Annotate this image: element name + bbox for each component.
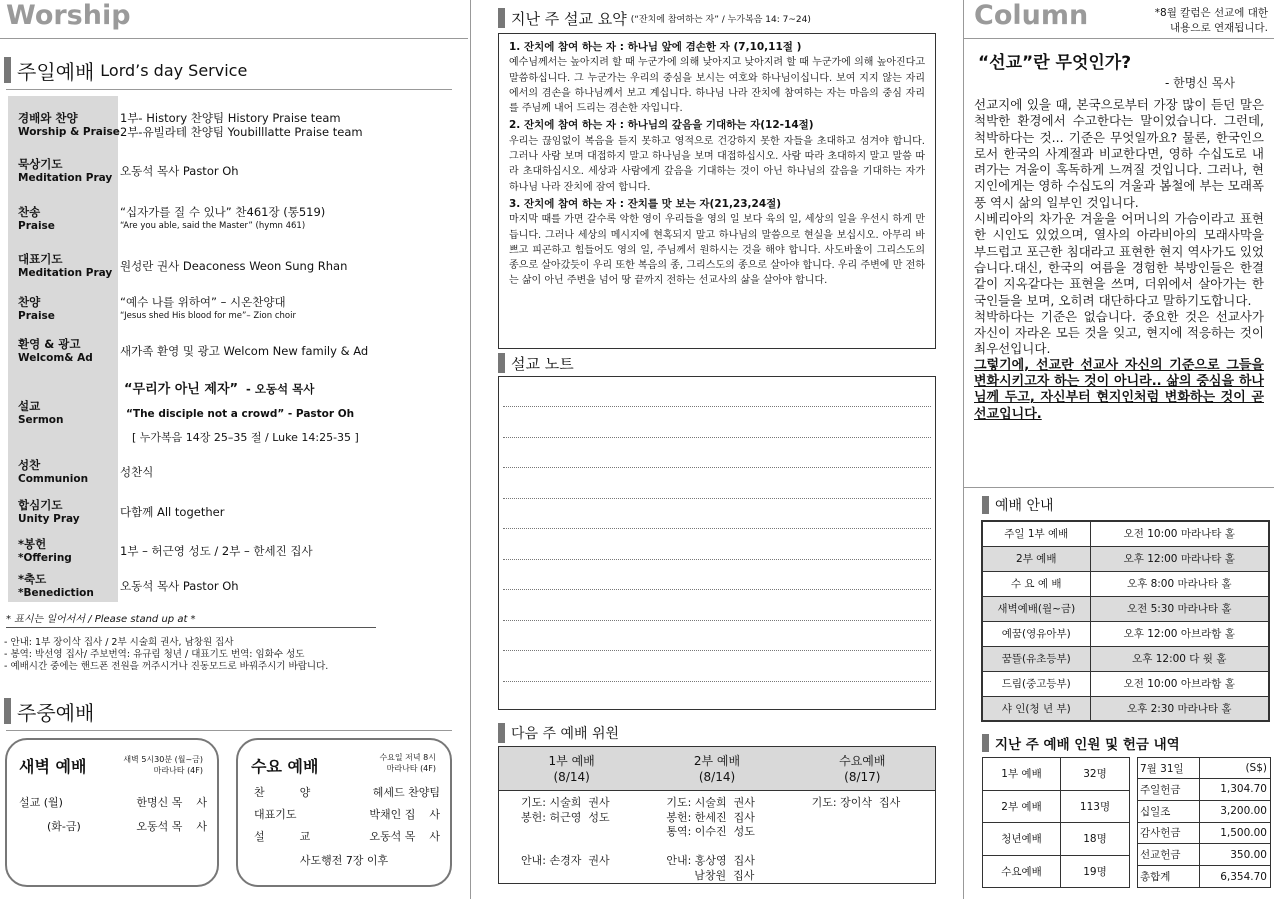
order-row bbox=[8, 196, 458, 242]
dawn-row-value: 한명신 목 사 bbox=[136, 796, 207, 809]
sunday-title-kr: 주일예배 bbox=[17, 59, 95, 84]
next-week-service: 2부 예배 bbox=[693, 754, 741, 768]
order-row bbox=[8, 570, 458, 602]
note-line bbox=[503, 620, 931, 621]
next-week-line bbox=[521, 825, 644, 840]
column-author: - 한명신 목사 bbox=[1165, 76, 1235, 90]
order-row bbox=[8, 492, 458, 532]
order-value bbox=[120, 452, 456, 492]
section-bar bbox=[498, 8, 505, 28]
order-value-line: “십자가를 질 수 있나” 찬461장 (통519) bbox=[120, 205, 326, 219]
order-value bbox=[120, 570, 456, 602]
order-value-line: 성찬식 bbox=[120, 465, 154, 479]
next-week-line: 봉헌: 한세진 집사 bbox=[666, 810, 755, 824]
order-value bbox=[120, 492, 456, 532]
column-divider-right bbox=[963, 0, 964, 899]
order-value-line: “Jesus shed His blood for me”– Zion choir bbox=[120, 311, 296, 321]
order-row bbox=[8, 532, 458, 570]
column-header-rule bbox=[964, 38, 1274, 39]
column-header-note: *8월 칼럼은 선교에 대한 내용으로 연재됩니다. bbox=[1154, 7, 1268, 34]
next-week-line: 안내: 홍상영 집사 bbox=[666, 854, 755, 867]
column-divider-left bbox=[470, 0, 471, 899]
order-row bbox=[8, 244, 458, 288]
order-row bbox=[8, 330, 458, 372]
service-row bbox=[982, 671, 1269, 696]
order-label-kr: 합심기도 bbox=[18, 498, 63, 512]
order-row bbox=[8, 102, 458, 148]
attendance-table bbox=[982, 757, 1130, 888]
order-label-en: Meditation Pray bbox=[18, 172, 113, 184]
sermon-preacher: - 오동석 목사 bbox=[246, 381, 315, 396]
service-guide-title: 예배 안내 bbox=[995, 498, 1054, 514]
column-body-rule bbox=[964, 487, 1274, 488]
note-line bbox=[503, 528, 931, 529]
offering-date: 7월 31일 bbox=[1138, 758, 1200, 779]
wed-row bbox=[254, 828, 440, 850]
weekday-rule bbox=[6, 730, 452, 731]
service-time: 오전 10:00 아브라함 홀 bbox=[1090, 671, 1269, 696]
order-label bbox=[18, 330, 93, 372]
next-week-line: 통역: 이수진 성도 bbox=[666, 825, 755, 838]
order-label bbox=[18, 452, 88, 492]
next-week-column bbox=[644, 747, 789, 883]
order-label-en: *Offering bbox=[18, 552, 72, 564]
next-week-line: 기도: 시술희 권사 bbox=[666, 796, 755, 809]
order-label-kr: *봉헌 bbox=[18, 537, 47, 551]
service-name: 수 요 예 배 bbox=[982, 571, 1090, 596]
order-of-service bbox=[8, 96, 458, 602]
next-week-line bbox=[521, 840, 644, 855]
service-name: 드림(중고등부) bbox=[982, 671, 1090, 696]
attendance-title-row bbox=[982, 732, 1180, 754]
service-name: 꿈뜰(유초등부) bbox=[982, 646, 1090, 671]
service-row bbox=[982, 596, 1269, 621]
service-row bbox=[982, 521, 1269, 546]
worship-header: Worship bbox=[6, 0, 131, 31]
service-name: 예꿈(영유아부) bbox=[982, 621, 1090, 646]
service-row bbox=[982, 546, 1269, 571]
service-row bbox=[982, 621, 1269, 646]
order-label bbox=[18, 492, 80, 532]
summary-point-heading: 1. 잔치에 참여 하는 자 : 하나님 앞에 겸손한 자 (7,10,11절 ) bbox=[509, 41, 802, 53]
order-label-kr: 경배와 찬양 bbox=[18, 111, 78, 125]
offering-amount: 1,500.00 bbox=[1200, 822, 1271, 844]
wed-row bbox=[254, 784, 440, 806]
order-value bbox=[120, 374, 456, 452]
attendance-count: 19명 bbox=[1061, 855, 1130, 888]
offering-amount: 6,354.70 bbox=[1200, 866, 1271, 888]
order-row bbox=[8, 374, 458, 452]
order-value-line: 오동석 목사 Pastor Oh bbox=[120, 579, 239, 593]
wed-row-value: 오동석 목 사 bbox=[369, 830, 440, 843]
service-row bbox=[982, 696, 1269, 721]
order-value bbox=[120, 148, 456, 194]
service-time: 오후 12:00 다 윗 홀 bbox=[1090, 646, 1269, 671]
offering-head-row bbox=[1138, 758, 1271, 779]
sermon-title-en: “The disciple not a crowd” - Pastor Oh bbox=[126, 407, 355, 420]
order-value bbox=[120, 244, 456, 288]
offering-row bbox=[1138, 866, 1271, 888]
notes-title-row bbox=[498, 352, 574, 374]
dawn-time: 새벽 5시30분 (월~금) 마라나타 (4F) bbox=[123, 755, 203, 775]
weekday-service-title bbox=[4, 697, 94, 725]
order-label-kr: 환영 & 광고 bbox=[18, 337, 81, 351]
next-week-line: 봉헌: 허근영 성도 bbox=[521, 810, 610, 824]
attendance-count: 32명 bbox=[1061, 758, 1130, 791]
order-label-en: Communion bbox=[18, 473, 89, 485]
order-row bbox=[8, 452, 458, 492]
dawn-rows bbox=[19, 794, 207, 842]
offering-label: 선교헌금 bbox=[1138, 844, 1200, 866]
offering-unit: (S$) bbox=[1200, 758, 1271, 779]
order-label-en: Unity Pray bbox=[18, 513, 80, 525]
order-label-en: Worship & Praise bbox=[18, 126, 120, 138]
section-bar bbox=[4, 57, 11, 83]
note-line bbox=[503, 559, 931, 560]
offering-label: 감사헌금 bbox=[1138, 822, 1200, 844]
column-body bbox=[974, 97, 1264, 423]
order-label-kr: 묵상기도 bbox=[18, 157, 63, 171]
wed-row-value: 헤세드 찬양팀 bbox=[372, 786, 440, 799]
section-bar bbox=[498, 353, 505, 373]
weekday-title: 주중예배 bbox=[17, 700, 95, 725]
order-label-kr: *축도 bbox=[18, 572, 47, 586]
order-label-en: Meditation Pray bbox=[18, 267, 113, 279]
next-title: 다음 주 예배 위원 bbox=[511, 726, 620, 742]
order-row bbox=[8, 288, 458, 330]
offering-row bbox=[1138, 779, 1271, 801]
section-bar bbox=[4, 698, 11, 724]
order-label bbox=[18, 148, 112, 194]
sunday-title-en: Lord’s day Service bbox=[100, 60, 248, 80]
wed-row-label: 대표기도 bbox=[254, 808, 297, 821]
offering-row bbox=[1138, 822, 1271, 844]
attendance-service: 수요예배 bbox=[983, 855, 1061, 888]
section-bar bbox=[498, 723, 505, 743]
wed-row-label: 찬 양 bbox=[254, 786, 311, 799]
sermon-title: “무리가 아닌 제자” bbox=[124, 381, 239, 397]
title-rule bbox=[6, 89, 452, 90]
announcement-line: - 예배시간 중에는 핸드폰 전원을 꺼주시거나 진동모드로 바꿔주시기 바랍니다. bbox=[4, 661, 329, 672]
summary-title: 지난 주 설교 요약 bbox=[511, 9, 627, 28]
service-guide-title-row bbox=[982, 494, 1054, 516]
order-label bbox=[18, 288, 55, 330]
order-label bbox=[18, 374, 64, 452]
dawn-row-label: 설교 (월) bbox=[19, 796, 63, 809]
next-week-line: 남창원 집사 bbox=[666, 868, 755, 882]
attendance-service: 2부 예배 bbox=[983, 790, 1061, 823]
next-week-line: 안내: 손경자 권사 bbox=[521, 854, 610, 867]
next-week-columns bbox=[499, 747, 935, 883]
column-emphasis: 그렇기에, 선교란 선교사 자신의 기준으로 그들을 변화시키고자 하는 것이 아니라.. 삶의 중심을 하나님께 두고, 자신부터 현지인처럼 변화하는 것이 곧 선교입니다. bbox=[974, 357, 1264, 422]
order-label bbox=[18, 570, 94, 602]
order-label-kr: 찬양 bbox=[18, 295, 41, 309]
column-paragraph: 선교지에 있을 때, 본국으로부터 가장 많이 듣던 말은 척박한 환경에서 수고한다는 말이었습니다. 그런데, 척박하다는 것... 기준은 무엇일까요? 물론, 한국인으로서 한국의 사계절과 비교한다면, 영하 수십도로 내려가는 겨울이 혹독하게 느껴질 것입니다. 그러나, 현지인에게는 영하 수십도의 겨울과 봄철에 부는 모래폭풍 역시 삶의 일부인 것입니다. bbox=[974, 97, 1264, 210]
section-bar bbox=[982, 496, 989, 514]
service-name: 샤 인(청 년 부) bbox=[982, 696, 1090, 721]
wed-row bbox=[254, 806, 440, 828]
note-line bbox=[503, 589, 931, 590]
column-header: Column bbox=[974, 0, 1089, 31]
service-time: 오후 12:00 아브라함 홀 bbox=[1090, 621, 1269, 646]
next-week-column-head bbox=[644, 747, 789, 791]
order-value bbox=[120, 288, 456, 330]
offering-label: 십일조 bbox=[1138, 800, 1200, 822]
dawn-row-value: 오동석 목 사 bbox=[136, 820, 207, 833]
order-value-line: 새가족 환영 및 광고 Welcom New family & Ad bbox=[120, 344, 369, 358]
order-value bbox=[120, 330, 456, 372]
attendance-service: 1부 예배 bbox=[983, 758, 1061, 791]
dawn-row-label: (화-금) bbox=[47, 820, 81, 833]
order-label-en: Sermon bbox=[18, 414, 64, 426]
next-week-column-body bbox=[499, 791, 644, 869]
note-line bbox=[503, 681, 931, 682]
next-week-column-body bbox=[790, 791, 935, 811]
column-paragraph: 시베리아의 차가운 겨울을 어머니의 가슴이라고 표현한 시인도 있었으며, 열사의 아라비아의 모래사막을 부드럽고 포근한 침대라고 표현한 현지 역사가도 있었습니다.대신, 한국의 여름을 경험한 북방인들은 한결같이 지옥같다는 표현을 쓰며, 더위에서 살아가는 한국인들을 보며, 오히려 대단하다고 말하기도합니다. bbox=[974, 211, 1264, 308]
service-name: 주일 1부 예배 bbox=[982, 521, 1090, 546]
note-line bbox=[503, 467, 931, 468]
next-week-column-head bbox=[499, 747, 644, 791]
attendance-count: 113명 bbox=[1061, 790, 1130, 823]
order-value-line: 원성란 권사 Deaconess Weon Sung Rhan bbox=[120, 259, 348, 273]
order-value-line: 1부 – 허근영 성도 / 2부 – 한세진 집사 bbox=[120, 544, 313, 558]
service-time: 오후 2:30 마라나타 홀 bbox=[1090, 696, 1269, 721]
column-article-title: “선교”란 무엇인가? bbox=[978, 53, 1132, 73]
dawn-row bbox=[19, 794, 207, 818]
offering-amount: 3,200.00 bbox=[1200, 800, 1271, 822]
note-line bbox=[503, 406, 931, 407]
offering-label: 총합계 bbox=[1138, 866, 1200, 888]
service-time: 오후 8:00 마라나타 홀 bbox=[1090, 571, 1269, 596]
order-row bbox=[8, 148, 458, 194]
wed-row-value: 박채인 집 사 bbox=[369, 808, 440, 821]
dawn-title: 새벽 예배 bbox=[19, 757, 87, 776]
service-name: 2부 예배 bbox=[982, 546, 1090, 571]
wed-row-label: 설 교 bbox=[254, 830, 311, 843]
note-line bbox=[503, 437, 931, 438]
dawn-service-box bbox=[5, 738, 219, 887]
wednesday-service-box bbox=[236, 738, 452, 887]
service-time: 오전 5:30 마라나타 홀 bbox=[1090, 596, 1269, 621]
summary-point-heading: 3. 잔치에 참여 하는 자 : 잔치를 맛 보는 자(21,23,24절) bbox=[509, 197, 782, 210]
next-title-row bbox=[498, 722, 619, 744]
attendance-service: 청년예배 bbox=[983, 823, 1061, 856]
order-value bbox=[120, 102, 456, 148]
sermon-scripture: [ 누가복음 14장 25–35 절 / Luke 14:25-35 ] bbox=[132, 430, 359, 444]
service-time: 오후 12:00 마라나타 홀 bbox=[1090, 546, 1269, 571]
attendance-row bbox=[983, 758, 1130, 791]
order-label-kr: 찬송 bbox=[18, 205, 41, 219]
summary-point-body: 우리는 끊임없이 복음을 듣지 못하고 영적으로 건강하지 못한 자들을 초대하고 섬겨야 합니다. 그러나 사람 보며 대접하지 말고 하나님을 보며 대접하십시오. 사람 따라 초대하지 말고 말씀 따라 초대하십시오. 세상과 사람에게 갚음을 기대하는 것이 아닌 하나님의 갚음을 기대하는 자가 하나님 나라 잔치에 잠여 합니다. bbox=[509, 135, 925, 193]
service-row bbox=[982, 646, 1269, 671]
announcement-notes bbox=[4, 637, 328, 673]
header-rule bbox=[0, 38, 468, 39]
attendance-title: 지난 주 예배 인원 및 헌금 내역 bbox=[995, 737, 1180, 753]
next-week-date: (8/14) bbox=[698, 770, 736, 784]
order-value-line: 오동석 목사 Pastor Oh bbox=[120, 164, 239, 178]
column-paragraph: 척박하다는 기준은 없습니다. 중요한 것은 선교사가 자신이 자라온 모든 것을 잊고, 현지에 적응하는 것이 최우선입니다. bbox=[974, 308, 1264, 357]
summary-title-row bbox=[498, 7, 811, 29]
order-label-en: *Benediction bbox=[18, 587, 94, 599]
stand-note: * 표시는 일어서서 / Please stand up at * bbox=[6, 614, 196, 625]
announcement-line: - 봉역: 박선영 집사/ 주보번역: 유규림 청년 / 대표기도 번역: 임화수 성도 bbox=[4, 649, 305, 660]
order-label bbox=[18, 244, 112, 288]
offering-table bbox=[1137, 757, 1271, 888]
section-bar bbox=[982, 734, 989, 752]
service-row bbox=[982, 571, 1269, 596]
order-value-line: “Are you able, said the Master” (hymn 461) bbox=[120, 221, 306, 231]
sunday-service-title bbox=[4, 56, 247, 84]
announcement-line: - 안내: 1부 장이삭 집사 / 2부 시술희 권사, 남창원 집사 bbox=[4, 637, 234, 648]
note-line bbox=[503, 650, 931, 651]
next-week-box bbox=[498, 746, 936, 884]
order-label bbox=[18, 196, 55, 242]
order-value bbox=[120, 532, 456, 570]
next-week-column-body bbox=[644, 791, 789, 883]
summary-point-body: 마지막 때를 가면 갈수록 악한 영이 우리들을 영의 일 보다 육의 일, 세상의 일을 우선시 하게 만듭니다. 그러나 세상의 메시지에 현혹되지 말고 하나님의 말씀으로 현실을 보십시오. 아무리 바쁘고 피곤하고 힘들어도 영의 일, 주님께서 원하시는 것을 해야 합니다. 사도바울이 그리스도의 종으로 살아갔듯이 우리 또한 복음의 종, 그리스도의 종으로 살아야 합니다. 우리 주변에 만 전하는 삶이 아닌 주변을 넘어 땅 끝까지 전하는 선교사의 삶을 살아야 합니다. bbox=[509, 214, 925, 287]
next-week-column bbox=[499, 747, 644, 883]
service-time: 오전 10:00 마라나타 홀 bbox=[1090, 521, 1269, 546]
order-label-en: Praise bbox=[18, 310, 55, 322]
offering-row bbox=[1138, 844, 1271, 866]
next-week-line: 기도: 시술희 권사 bbox=[521, 796, 610, 809]
order-value-line: 1부- History 찬양팀 History Praise team bbox=[120, 111, 341, 125]
offering-amount: 1,304.70 bbox=[1200, 779, 1271, 801]
note-line bbox=[503, 498, 931, 499]
attendance-count: 18명 bbox=[1061, 823, 1130, 856]
sermon-summary-box bbox=[498, 33, 936, 349]
order-value-line: 다함께 All together bbox=[120, 505, 225, 519]
order-label-en: Praise bbox=[18, 220, 55, 232]
attendance-row bbox=[983, 855, 1130, 888]
summary-subtitle: (“잔치에 참여하는 자” / 누가복음 14: 7~24) bbox=[630, 14, 811, 25]
next-week-date: (8/14) bbox=[553, 770, 590, 784]
next-week-line: 기도: 장이삭 집사 bbox=[811, 796, 901, 809]
wed-time: 수요일 저녁 8시 마라나타 (4F) bbox=[379, 753, 436, 773]
order-label-kr: 성찬 bbox=[18, 458, 41, 472]
next-week-column-head bbox=[790, 747, 935, 791]
wed-rows bbox=[254, 784, 440, 850]
order-label-kr: 대표기도 bbox=[18, 252, 63, 266]
next-week-line bbox=[666, 840, 789, 855]
notes-rule bbox=[6, 627, 376, 628]
next-week-date: (8/17) bbox=[844, 770, 881, 784]
service-name: 새벽예배(월~금) bbox=[982, 596, 1090, 621]
order-label bbox=[18, 532, 72, 570]
order-value-line: “예수 나를 위하여” – 시온찬양대 bbox=[120, 295, 286, 309]
sermon-notes-box[interactable] bbox=[498, 376, 936, 710]
wed-title: 수요 예배 bbox=[251, 757, 319, 776]
order-value-line: 2부-유빌라테 찬양팀 Youbilllatte Praise team bbox=[120, 125, 363, 139]
sermon-title-line bbox=[124, 382, 456, 397]
offering-row bbox=[1138, 800, 1271, 822]
notes-title: 설교 노트 bbox=[511, 354, 574, 373]
wed-note: 사도행전 7장 이후 bbox=[299, 854, 389, 867]
next-week-service: 1부 예배 bbox=[548, 754, 595, 768]
offering-amount: 350.00 bbox=[1200, 844, 1271, 866]
attendance-row bbox=[983, 823, 1130, 856]
offering-label: 주일헌금 bbox=[1138, 779, 1200, 801]
summary-point-body: 예수님께서는 높아지려 할 때 누군가에 의해 낮아지고 낮아지려 할 때 누군가에 의해 높아진다고 말씀하십니다. 그 누군가는 우리의 중심을 보시는 여호와 하나님이십니다. 보여 지지 않는 자리에서의 겸손을 하나님께서 보고 계십니다. 하나님 나라 잔치에 참여하는 자는 마음의 중심 자리를 주님께 내어 드리는 겸손한 자입니다. bbox=[509, 57, 925, 115]
dawn-row bbox=[19, 818, 207, 842]
order-value bbox=[120, 196, 456, 242]
order-label-en: Welcom& Ad bbox=[18, 352, 93, 364]
next-week-column bbox=[790, 747, 935, 883]
service-guide-table bbox=[981, 520, 1270, 722]
attendance-row bbox=[983, 790, 1130, 823]
order-label-kr: 설교 bbox=[18, 399, 41, 413]
summary-point-heading: 2. 잔치에 참여 하는 자 : 하나님의 갚음을 기대하는 자(12-14절) bbox=[509, 119, 814, 132]
order-label bbox=[18, 102, 120, 148]
next-week-service: 수요예배 bbox=[839, 754, 886, 768]
